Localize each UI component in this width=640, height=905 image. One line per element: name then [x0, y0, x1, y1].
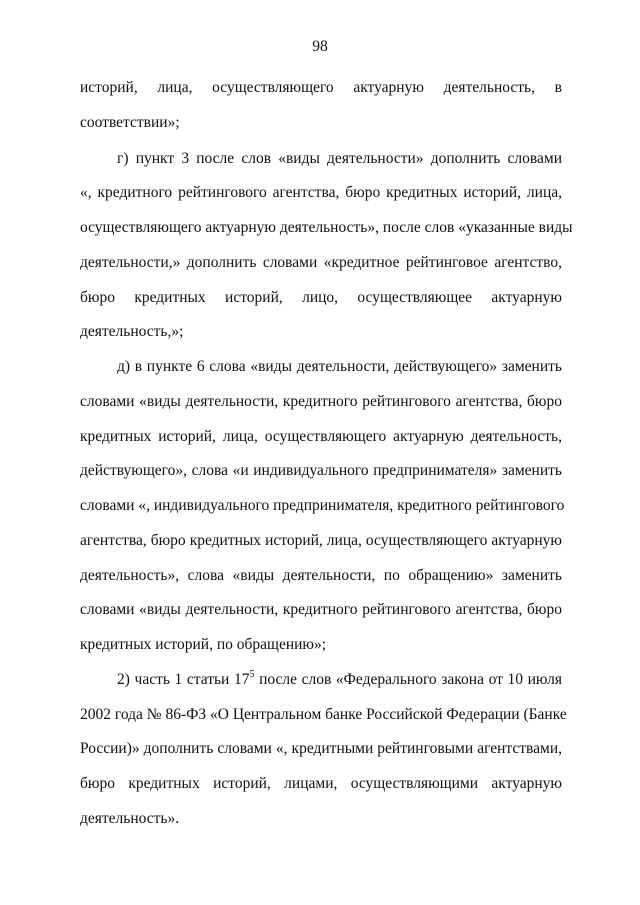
paragraph-start-line: д) в пункте 6 слова «виды деятельности, действующего» заменить: [117, 358, 562, 375]
text-line: «, кредитного рейтингового агентства, бюро кредитных историй, лица,: [80, 184, 562, 201]
text-line: деятельность,»;: [80, 323, 184, 340]
text-line: осуществляющего актуарную деятельность», после слов «указанные виды: [80, 219, 573, 236]
text-line: 2002 года № 86-ФЗ «О Центральном банке Российской Федерации (Банке: [80, 706, 567, 723]
text-line: деятельность», слова «виды деятельности, по обращению» заменить: [80, 567, 562, 584]
text-line: словами «виды деятельности, кредитного рейтингового агентства, бюро: [80, 393, 562, 410]
text-line: деятельности,» дополнить словами «кредитное рейтинговое агентство,: [80, 254, 562, 271]
text-line: бюро кредитных историй, лицо, осуществляющее актуарную: [80, 289, 562, 306]
paragraph-start-line: [117, 670, 562, 690]
text-line: соответствии»;: [80, 114, 180, 131]
text-line: словами «виды деятельности, кредитного рейтингового агентства, бюро: [80, 601, 562, 618]
text-line: бюро кредитных историй, лицами, осуществляющими актуарную: [80, 775, 562, 792]
text-before-superscript: 2) часть 1 статьи 17: [117, 671, 250, 688]
text-line: России)» дополнить словами «, кредитными рейтинговыми агентствами,: [80, 740, 562, 757]
text-line: историй, лица, осуществляющего актуарную деятельность, в: [80, 79, 562, 96]
text-after-superscript: после слов «Федерального закона от 10 июля: [254, 671, 562, 688]
text-line: словами «, индивидуального предпринимателя, кредитного рейтингового: [80, 497, 565, 514]
text-line: агентства, бюро кредитных историй, лица, осуществляющего актуарную: [80, 532, 562, 549]
paragraph-start-line: г) пункт 3 после слов «виды деятельности» дополнить словами: [117, 150, 562, 167]
page-number: 98: [312, 38, 328, 55]
text-line: кредитных историй, по обращению»;: [80, 636, 327, 653]
superscript: 5: [249, 668, 255, 680]
text-line: кредитных историй, лица, осуществляющего актуарную деятельность,: [80, 428, 562, 445]
text-line: действующего», слова «и индивидуального предпринимателя» заменить: [80, 462, 562, 479]
text-line: деятельность».: [80, 810, 180, 827]
